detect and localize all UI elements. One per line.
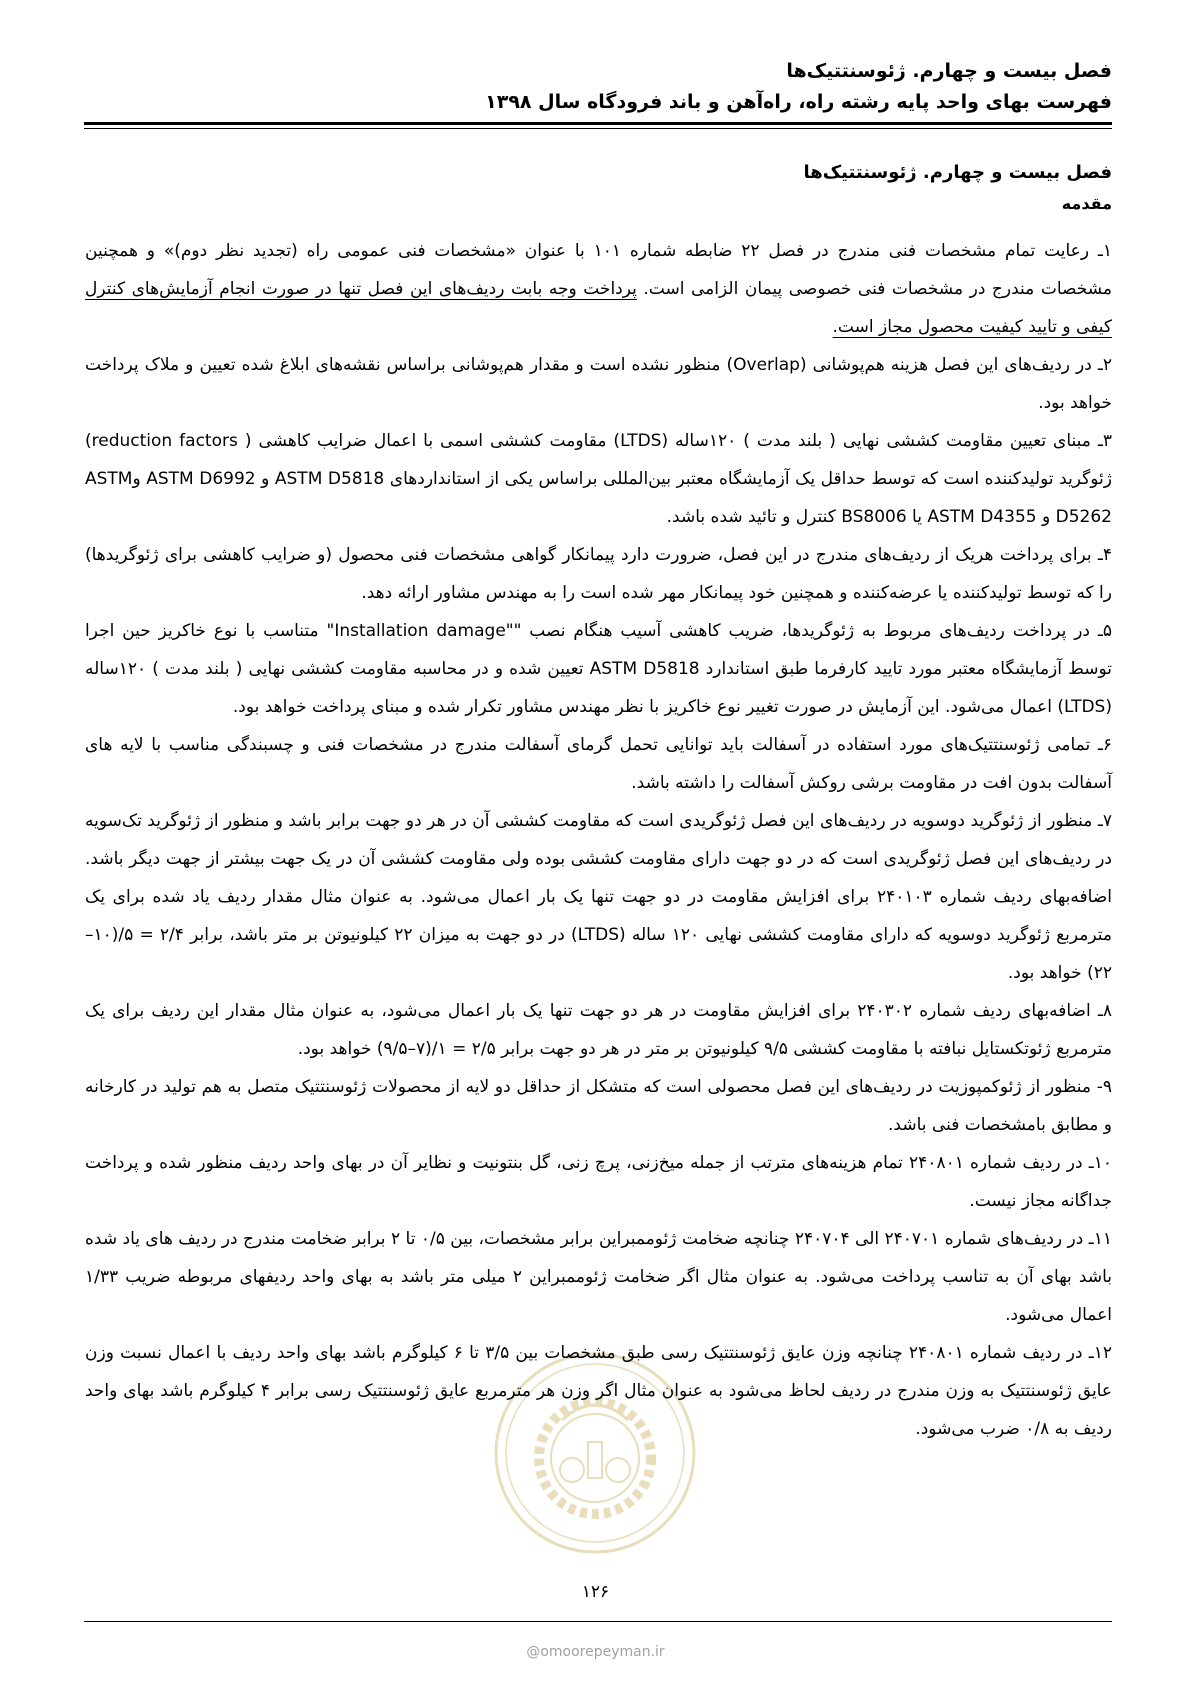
paragraph-10: ۱۰ـ در ردیف شماره ۲۴۰۸۰۱ تمام هزینه‌های مترتب از جمله میخ‌زنی، پرچ زنی، گل بنتونیت و نظایر آن در بهای واحد ردیف منظور شده و پرداخت جداگانه مجاز نیست. [85,1153,1112,1211]
intro-body [85,232,1112,1448]
paragraph-1-underlined-text: پرداخت وجه بابت ردیف‌های این فصل تنها در صورت انجام آزمایش‌های کنترل کیفی و تایید کیفیت محصول مجاز است. [85,279,1112,337]
header-chapter-title: فصل بیست و چهارم. ژئوسنتتیک‌ها [786,60,1112,82]
header-catalog-title: فهرست بهای واحد پایه رشته راه، راه‌آهن و باند فرودگاه سال ۱۳۹۸ [485,91,1112,113]
header-thin-rule [84,128,1112,129]
paragraph-11: ۱۱ـ در ردیف‌های شماره ۲۴۰۷۰۱ الی ۲۴۰۷۰۴ چنانچه ضخامت ژئوممبراین برابر مشخصات، بین ۰/۵ تا ۲ برابر ضخامت مندرج در ردیف های یاد شده باشد بهای آن به تناسب پرداخت می‌شود. به عنوان مثال اگر ضخامت ژئوممبراین ۲ میلی متر باشد به بهای واحد ردیفهای مربوطه ضریب ۱/۳۳ اعمال می‌شود. [85,1229,1112,1325]
paragraph-5: ۵ـ در پرداخت ردیف‌های مربوط به ژئوگریدها، ضریب کاهشی آسیب هنگام نصب ""Installation damage" متناسب با نوع خاکریز حین اجرا توسط آزمایشگاه معتبر مورد تایید کارفرما طبق استاندارد ASTM D5818 تعیین شده و در محاسبه مقاومت کششی نهایی ( بلند مدت ) ۱۲۰ساله (LTDS) اعمال می‌شود. این آزمایش در صورت تغییر نوع خاکریز با نظر مهندس مشاور تکرار شده و مبنای پرداخت خواهد بود. [85,621,1113,717]
paragraph-1 [85,232,1112,346]
section-subtitle: مقدمه [1061,194,1112,213]
paragraph-1-text: ۱ـ رعایت تمام مشخصات فنی مندرج در فصل ۲۲ ضابطه شماره ۱۰۱ با عنوان «مشخصات فنی عمومی راه (تجدید نظر دوم)» و همچنین مشخصات مندرج در مشخصات فنی خصوصی پیمان الزامی است. [85,241,1112,299]
paragraph-8: ۸ـ اضافه‌بهای ردیف شماره ۲۴۰۳۰۲ برای افزایش مقاومت در هر دو جهت تنها یک بار اعمال می‌شود، به عنوان مثال مقدار این ردیف برای یک مترمربع ژئوتکستایل نبافته با مقاومت کششی ۹/۵ کیلونیوتن بر متر در هر دو جهت برابر ۲/۵ = ۱/(۷–۹/۵) خواهد بود. [85,1001,1112,1059]
paragraph-7: ۷ـ منظور از ژئوگرید دوسویه در ردیف‌های این فصل ژئوگریدی است که مقاومت کششی آن در هر دو جهت برابر باشد و منظور از ژئوگرید تک‌سویه در ردیف‌های این فصل ژئوگریدی است که در دو جهت دارای مقاومت کششی بوده ولی مقاومت کششی آن در یک جهت بیشتر از جهت دیگر باشد. اضافه‌بهای ردیف شماره ۲۴۰۱۰۳ برای افزایش مقاومت در دو جهت تنها یک بار اعمال می‌شود. به عنوان مثال مقدار ردیف یاد شده برای یک مترمربع ژئوگرید دوسویه که دارای مقاومت کششی نهایی ۱۲۰ ساله (LTDS) در دو جهت به میزان ۲۲ کیلونیوتن بر متر باشد، برابر ۲/۴ = ۵/(۱۰–۲۲) خواهد بود. [85,811,1112,983]
paragraph-4: ۴ـ برای پرداخت هریک از ردیف‌های مندرج در این فصل، ضرورت دارد پیمانکار گواهی مشخصات فنی محصول (و ضرایب کاهشی برای ژئوگریدها) را که توسط تولیدکننده یا عرضه‌کننده و همچنین خود پیمانکار مهر شده است را به مهندس مشاور ارائه دهد. [85,545,1112,603]
paragraph-2: ۲ـ در ردیف‌های این فصل هزینه هم‌پوشانی (Overlap) منظور نشده است و مقدار هم‌پوشانی براساس نقشه‌های ابلاغ شده تعیین و ملاک پرداخت خواهد بود. [85,355,1112,413]
paragraph-3: ۳ـ مبنای تعیین مقاومت کششی نهایی ( بلند مدت ) ۱۲۰ساله (LTDS) مقاومت کششی اسمی با اعمال ضرایب کاهشی ( reduction factors) ژئوگرید تولیدکننده است که توسط حداقل یک آزمایشگاه معتبر بین‌المللی براساس یکی از استانداردهای ASTM D5818 و ASTM D6992 وASTM D5262 و ASTM D4355 یا BS8006 کنترل و تائید شده باشد. [85,431,1112,527]
footer-source-link[interactable]: @omoorepeyman.ir [526,1644,665,1660]
footer-rule [84,1621,1112,1622]
paragraph-12: ۱۲ـ در ردیف شماره ۲۴۰۸۰۱ چنانچه وزن عایق ژئوسنتتیک رسی طبق مشخصات بین ۳/۵ تا ۶ کیلوگرم باشد بهای واحد ردیف با اعمال نسبت وزن عایق ژئوسنتتیک به وزن مندرج در ردیف لحاظ می‌شود به عنوان مثال اگر وزن هر مترمربع عایق ژئوسنتتیک رسی برابر ۴ کیلوگرم باشد بهای واحد ردیف به ۰/۸ ضرب می‌شود. [85,1343,1113,1439]
seal-right-emblem-icon [606,1458,630,1482]
paragraph-6: ۶ـ تمامی ژئوسنتتیک‌های مورد استفاده در آسفالت باید توانایی تحمل گرمای آسفالت مندرج در مشخصات فنی و چسبندگی مناسب با لایه های آسفالت بدون افت در مقاومت برشی روکش آسفالت را داشته باشد. [85,735,1112,793]
section-title: فصل بیست و چهارم. ژئوسنتتیک‌ها [803,162,1112,183]
section-heading [85,158,1112,220]
paragraph-9: ۹- منظور از ژئوکمپوزیت در ردیف‌های این فصل محصولی است که متشکل از حداقل دو لایه از محصولات ژئوسنتتیک متصل به هم تولید در کارخانه و مطابق بامشخصات فنی باشد. [85,1077,1112,1135]
page-header [85,56,1112,118]
header-thick-rule [84,122,1112,125]
page-number: ۱۲۶ [581,1582,610,1602]
seal-left-emblem-icon [560,1458,584,1482]
